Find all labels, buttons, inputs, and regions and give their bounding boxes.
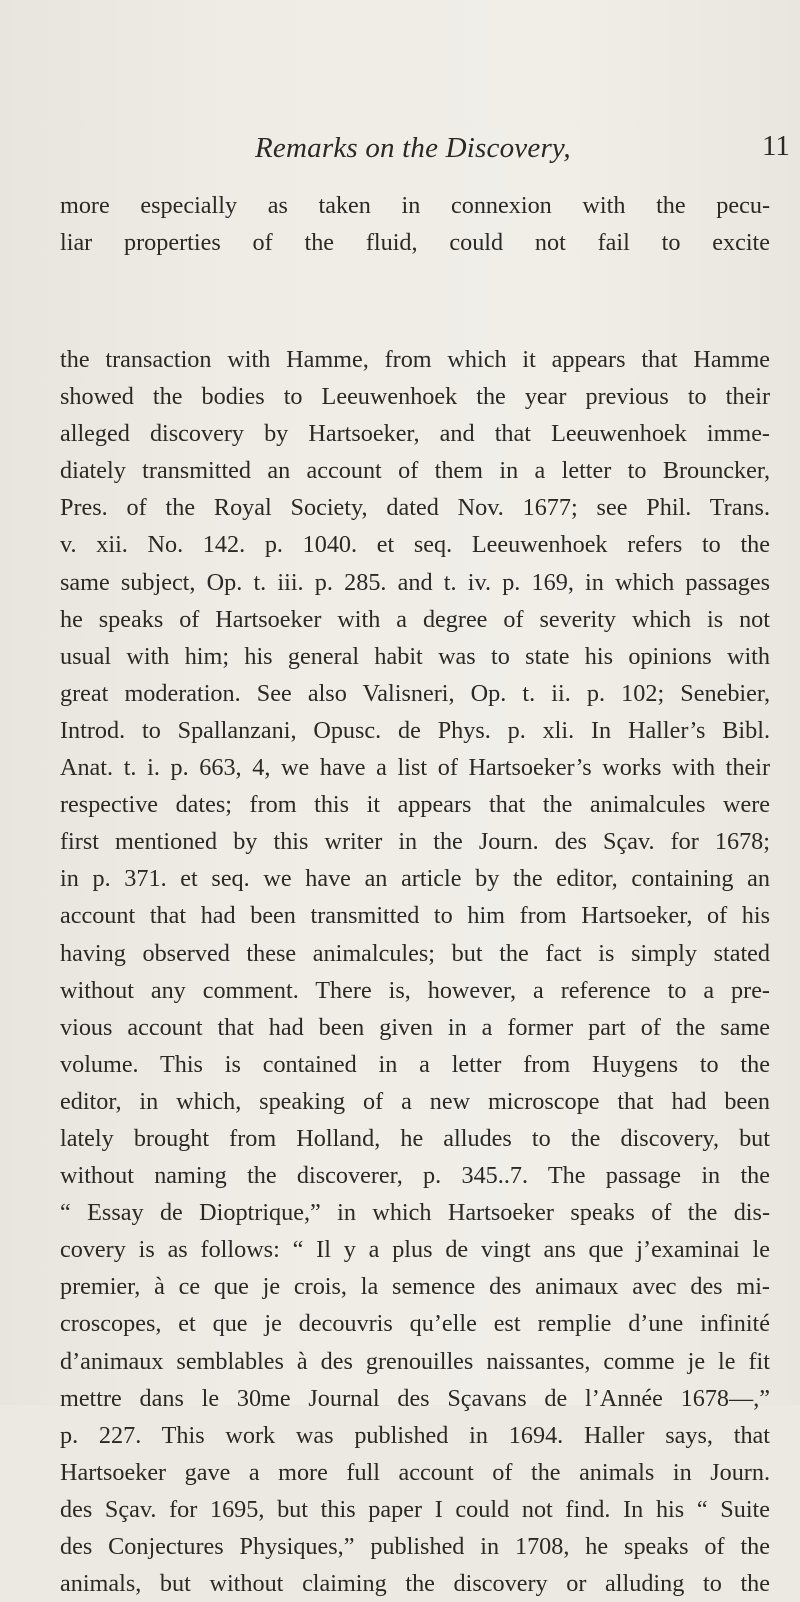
text-line: lately brought from Holland, he alludes to the discovery, but	[60, 1124, 770, 1152]
text-line: des Conjectures Physiques,” published in 1708, he speaks of the	[60, 1533, 770, 1560]
text-line: more especially as taken in connexion with the pecu-	[60, 192, 770, 219]
text-line: des Sçav. for 1695, but this paper I could not find. In his “ Suite	[60, 1495, 770, 1523]
text-line: liar properties of the fluid, could not fail to excite	[60, 229, 770, 257]
text-line: covery is as follows: “ Il y a plus de vingt ans que j’examinai le	[60, 1236, 770, 1264]
page-number: 11	[762, 130, 790, 162]
text-line: the transaction with Hamme, from which it appears that Hamme	[60, 346, 770, 373]
running-title: Remarks on the Discovery,	[255, 132, 571, 164]
text-line: premier, à ce que je crois, la semence des animaux avec des mi-	[60, 1273, 770, 1301]
text-line: without any comment. There is, however, a reference to a pre-	[60, 976, 770, 1004]
text-line: Anat. t. i. p. 663, 4, we have a list of Hartsoeker’s works with their	[60, 754, 770, 782]
text-line: p. 227. This work was published in 1694. Haller says, that	[60, 1421, 770, 1449]
text-line: “ Essay de Dioptrique,” in which Hartsoeker speaks of the dis-	[60, 1199, 770, 1227]
text-line: Pres. of the Royal Society, dated Nov. 1677; see Phil. Trans.	[60, 494, 770, 522]
text-line: Hartsoeker gave a more full account of the animals in Journ.	[60, 1458, 770, 1486]
text-line: account that had been transmitted to him from Hartsoeker, of his	[60, 902, 770, 930]
text-line: diately transmitted an account of them in a letter to Brouncker,	[60, 457, 770, 485]
text-line: v. xii. No. 142. p. 1040. et seq. Leeuwenhoek refers to the	[60, 531, 770, 559]
text-line: mettre dans le 30me Journal des Sçavans de l’Année 1678—,”	[60, 1384, 770, 1412]
text-line: he speaks of Hartsoeker with a degree of severity which is not	[60, 605, 770, 633]
text-line: showed the bodies to Leeuwenhoek the year previous to their	[60, 383, 770, 411]
text-line: editor, in which, speaking of a new microscope that had been	[60, 1087, 770, 1115]
text-line: respective dates; from this it appears that the animalcules were	[60, 791, 770, 819]
text-line: great moderation. See also Valisneri, Op. t. ii. p. 102; Senebier,	[60, 679, 770, 707]
text-line: in p. 371. et seq. we have an article by the editor, containing an	[60, 865, 770, 893]
text-line: usual with him; his general habit was to state his opinions with	[60, 642, 770, 670]
text-line: having observed these animalcules; but the fact is simply stated	[60, 939, 770, 967]
text-line: same subject, Op. t. iii. p. 285. and t. iv. p. 169, in which passages	[60, 568, 770, 596]
text-line: alleged discovery by Hartsoeker, and that Leeuwenhoek imme-	[60, 420, 770, 448]
text-line: volume. This is contained in a letter from Huygens to the	[60, 1050, 770, 1078]
text-line: animals, but without claiming the discovery or alluding to the	[60, 1570, 770, 1598]
text-line: Introd. to Spallanzani, Opusc. de Phys. p. xli. In Haller’s Bibl.	[60, 716, 770, 744]
continued-text-block	[60, 187, 770, 261]
text-line: first mentioned by this writer in the Journ. des Sçav. for 1678;	[60, 828, 770, 856]
text-line: without naming the discoverer, p. 345..7. The passage in the	[60, 1162, 770, 1190]
text-line: vious account that had been given in a former part of the same	[60, 1013, 770, 1041]
footnote-text-block	[60, 341, 770, 1602]
text-line: croscopes, et que je decouvris qu’elle est remplie d’une infinité	[60, 1310, 770, 1338]
text-line: d’animaux semblables à des grenouilles naissantes, comme je le fit	[60, 1347, 770, 1375]
